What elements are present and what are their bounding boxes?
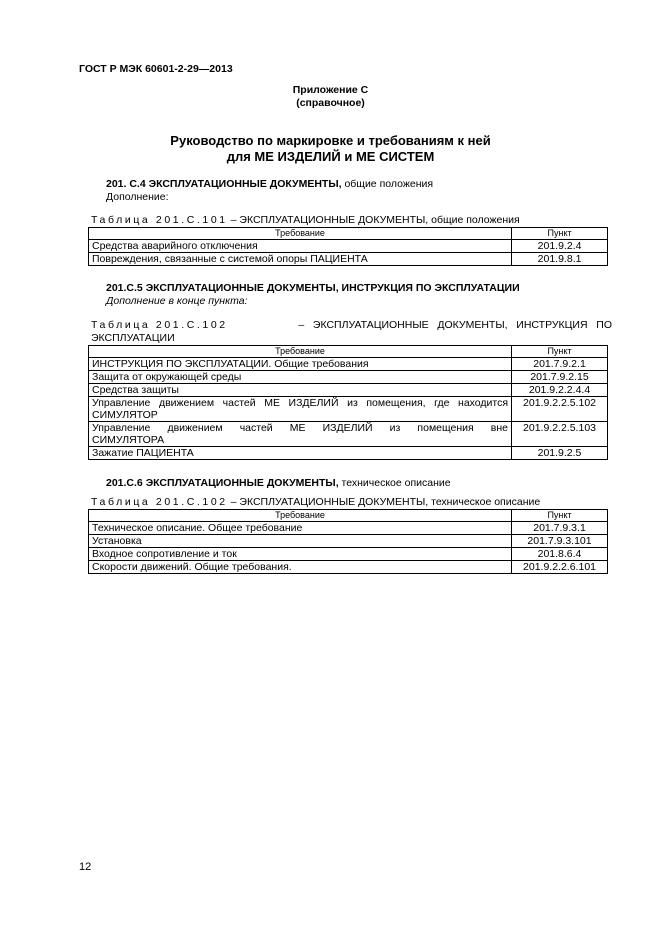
section-c5-heading-bold: 201.С.5 ЭКСПЛУАТАЦИОННЫЕ ДОКУМЕНТЫ, ИНСТРУКЦИЯ ПО ЭКСПЛУАТАЦИИ (106, 282, 520, 294)
cell-point: 201.7.9.3.101 (512, 535, 608, 548)
section-c4-heading-bold: 201. С.4 ЭКСПЛУАТАЦИОННЫЕ ДОКУМЕНТЫ, (106, 178, 342, 190)
cell-point: 201.9.2.2.4.4 (512, 384, 608, 397)
table-row (89, 384, 608, 397)
cell-point: 201.7.9.3.1 (512, 522, 608, 535)
cell-point: 201.9.2.4 (512, 240, 608, 253)
table-row (89, 447, 608, 460)
table-row (89, 522, 608, 535)
table-102-caption-prefix: Таблица 201.С.102 (91, 319, 228, 331)
table-row (89, 358, 608, 371)
cell-point: 201.9.2.5 (512, 447, 608, 460)
section-c4-heading (106, 178, 433, 190)
table-row (89, 397, 608, 422)
cell-point: 201.9.2.2.5.102 (512, 397, 608, 422)
cell-requirement: Средства аварийного отключения (89, 240, 512, 253)
cell-requirement: Средства защиты (89, 384, 512, 397)
table-101 (88, 227, 608, 266)
section-c6-heading-rest: техническое описание (338, 477, 451, 489)
table-row (89, 548, 608, 561)
table-101-caption-text: – ЭКСПЛУАТАЦИОННЫЕ ДОКУМЕНТЫ, общие положения (227, 214, 520, 226)
column-header-requirement: Требование (89, 346, 512, 358)
cell-requirement: Зажатие ПАЦИЕНТА (89, 447, 512, 460)
section-c5-note: Дополнение в конце пункта: (106, 295, 248, 307)
table-header-row (89, 346, 608, 358)
cell-requirement: ИНСТРУКЦИЯ ПО ЭКСПЛУАТАЦИИ. Общие требования (89, 358, 512, 371)
cell-requirement: Входное сопротивление и ток (89, 548, 512, 561)
cell-requirement-line-1: Управление движением частей МЕ ИЗДЕЛИЙ из помещения, где находится (92, 397, 509, 409)
table-row (89, 371, 608, 384)
table-row (89, 535, 608, 548)
cell-point: 201.7.9.2.15 (512, 371, 608, 384)
cell-requirement: Повреждения, связанные с системой опоры ПАЦИЕНТА (89, 253, 512, 266)
cell-point: 201.9.2.2.6.101 (512, 561, 608, 574)
table-row (89, 240, 608, 253)
table-row (89, 561, 608, 574)
cell-requirement: Скорости движений. Общие требования. (89, 561, 512, 574)
column-header-requirement: Требование (89, 510, 512, 522)
section-c4-note: Дополнение: (106, 191, 169, 203)
page-number: 12 (79, 861, 92, 873)
document-title-line-2: для МЕ ИЗДЕЛИЙ и МЕ СИСТЕМ (226, 149, 435, 164)
cell-requirement-line-2: СИМУЛЯТОРА (92, 434, 165, 446)
column-header-point: Пункт (512, 510, 608, 522)
table-102b-caption-prefix: Таблица 201.С.102 (91, 496, 228, 508)
cell-point: 201.9.8.1 (512, 253, 608, 266)
section-c6-heading (106, 477, 451, 489)
section-c5-heading (106, 282, 520, 294)
cell-point: 201.8.6.4 (512, 548, 608, 561)
cell-requirement (89, 397, 512, 422)
column-header-point: Пункт (512, 228, 608, 240)
table-101-caption (91, 214, 520, 226)
appendix-title: Приложение С (292, 84, 369, 96)
table-header-row (89, 510, 608, 522)
column-header-point: Пункт (512, 346, 608, 358)
cell-point: 201.9.2.2.5.103 (512, 422, 608, 447)
document-standard-header: ГОСТ Р МЭК 60601-2-29—2013 (79, 63, 233, 75)
table-102b (88, 509, 608, 574)
section-c4-heading-rest: общие положения (341, 178, 434, 190)
document-title-line-1: Руководство по маркировке и требованиям к ней (170, 133, 491, 148)
cell-point: 201.7.9.2.1 (512, 358, 608, 371)
table-102-caption-line-1: – ЭКСПЛУАТАЦИОННЫЕ ДОКУМЕНТЫ, ИНСТРУКЦИЯ ПО (298, 319, 612, 331)
cell-requirement: Установка (89, 535, 512, 548)
table-header-row (89, 228, 608, 240)
table-row (89, 253, 608, 266)
cell-requirement: Защита от окружающей среды (89, 371, 512, 384)
table-101-caption-prefix: Таблица 201.С.101 (91, 214, 228, 226)
cell-requirement (89, 422, 512, 447)
table-102 (88, 345, 608, 460)
cell-requirement-line-2: СИМУЛЯТОР (92, 409, 158, 421)
table-102-caption (91, 319, 612, 331)
table-102b-caption (91, 496, 540, 508)
table-102b-caption-text: – ЭКСПЛУАТАЦИОННЫЕ ДОКУМЕНТЫ, техническое описание (227, 496, 541, 508)
cell-requirement: Техническое описание. Общее требование (89, 522, 512, 535)
cell-requirement-line-1: Управление движением частей МЕ ИЗДЕЛИЙ из помещения вне (92, 422, 509, 434)
table-row (89, 422, 608, 447)
table-102-caption-line-2: ЭКСПЛУАТАЦИИ (91, 332, 175, 344)
section-c6-heading-bold: 201.С.6 ЭКСПЛУАТАЦИОННЫЕ ДОКУМЕНТЫ, (106, 477, 339, 489)
appendix-subtitle: (справочное) (296, 97, 365, 109)
column-header-requirement: Требование (89, 228, 512, 240)
